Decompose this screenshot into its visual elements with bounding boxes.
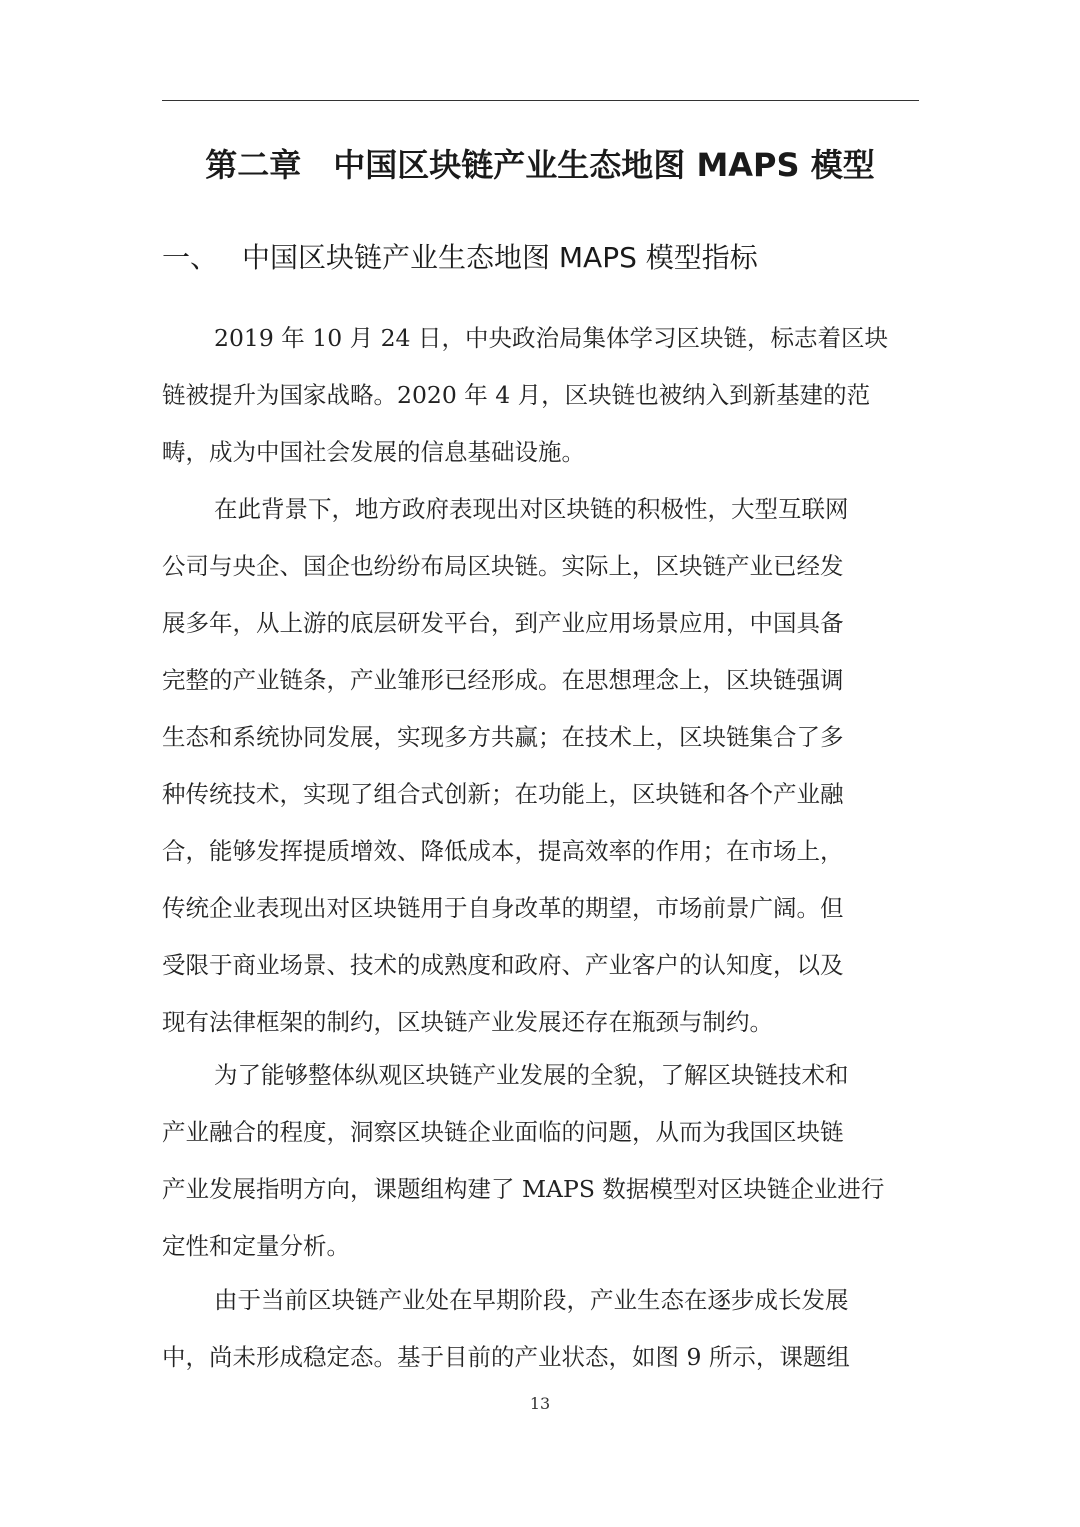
paragraph-line: 由于当前区块链产业处在早期阶段，产业生态在逐步成长发展	[214, 1286, 849, 1314]
chapter-title: 第二章 中国区块链产业生态地图 MAPS 模型	[205, 146, 875, 184]
paragraph-line: 中，尚未形成稳定态。基于目前的产业状态，如图 9 所示，课题组	[162, 1343, 850, 1371]
paragraph-line: 传统企业表现出对区块链用于自身改革的期望，市场前景广阔。但	[162, 894, 844, 922]
paragraph-line: 2019 年 10 月 24 日，中央政治局集体学习区块链，标志着区块	[214, 324, 888, 352]
section-title: 中国区块链产业生态地图 MAPS 模型指标	[242, 241, 758, 274]
page-number: 13	[529, 1394, 551, 1413]
paragraph-line: 种传统技术，实现了组合式创新；在功能上，区块链和各个产业融	[162, 780, 844, 808]
paragraph-line: 为了能够整体纵观区块链产业发展的全貌，了解区块链技术和	[214, 1061, 849, 1089]
paragraph-4	[162, 1272, 904, 1386]
paragraph-line: 受限于商业场景、技术的成熟度和政府、产业客户的认知度，以及	[162, 951, 844, 979]
paragraph-line: 合，能够发挥提质增效、降低成本，提高效率的作用；在市场上，	[162, 837, 844, 865]
paragraph-line: 定性和定量分析。	[162, 1232, 350, 1260]
paragraph-line: 链被提升为国家战略。2020 年 4 月，区块链也被纳入到新基建的范	[162, 381, 871, 409]
paragraph-2	[162, 481, 904, 1051]
paragraph-line: 在此背景下，地方政府表现出对区块链的积极性，大型互联网	[214, 495, 849, 523]
paragraph-line: 完整的产业链条，产业雏形已经形成。在思想理念上，区块链强调	[162, 666, 844, 694]
section-number: 一、	[162, 241, 219, 274]
paragraph-line: 产业融合的程度，洞察区块链企业面临的问题，从而为我国区块链	[162, 1118, 844, 1146]
paragraph-1	[162, 310, 904, 481]
paragraph-line: 生态和系统协同发展，实现多方共赢；在技术上，区块链集合了多	[162, 723, 844, 751]
paragraph-line: 现有法律框架的制约，区块链产业发展还存在瓶颈与制约。	[162, 1008, 773, 1036]
paragraph-line: 展多年，从上游的底层研发平台，到产业应用场景应用，中国具备	[162, 609, 844, 637]
paragraph-line: 畴，成为中国社会发展的信息基础设施。	[162, 438, 585, 466]
paragraph-line: 产业发展指明方向，课题组构建了 MAPS 数据模型对区块链企业进行	[162, 1175, 885, 1203]
paragraph-line: 公司与央企、国企也纷纷布局区块链。实际上，区块链产业已经发	[162, 552, 844, 580]
section-heading	[162, 234, 922, 282]
header-rule	[162, 100, 919, 101]
paragraph-3	[162, 1047, 904, 1275]
